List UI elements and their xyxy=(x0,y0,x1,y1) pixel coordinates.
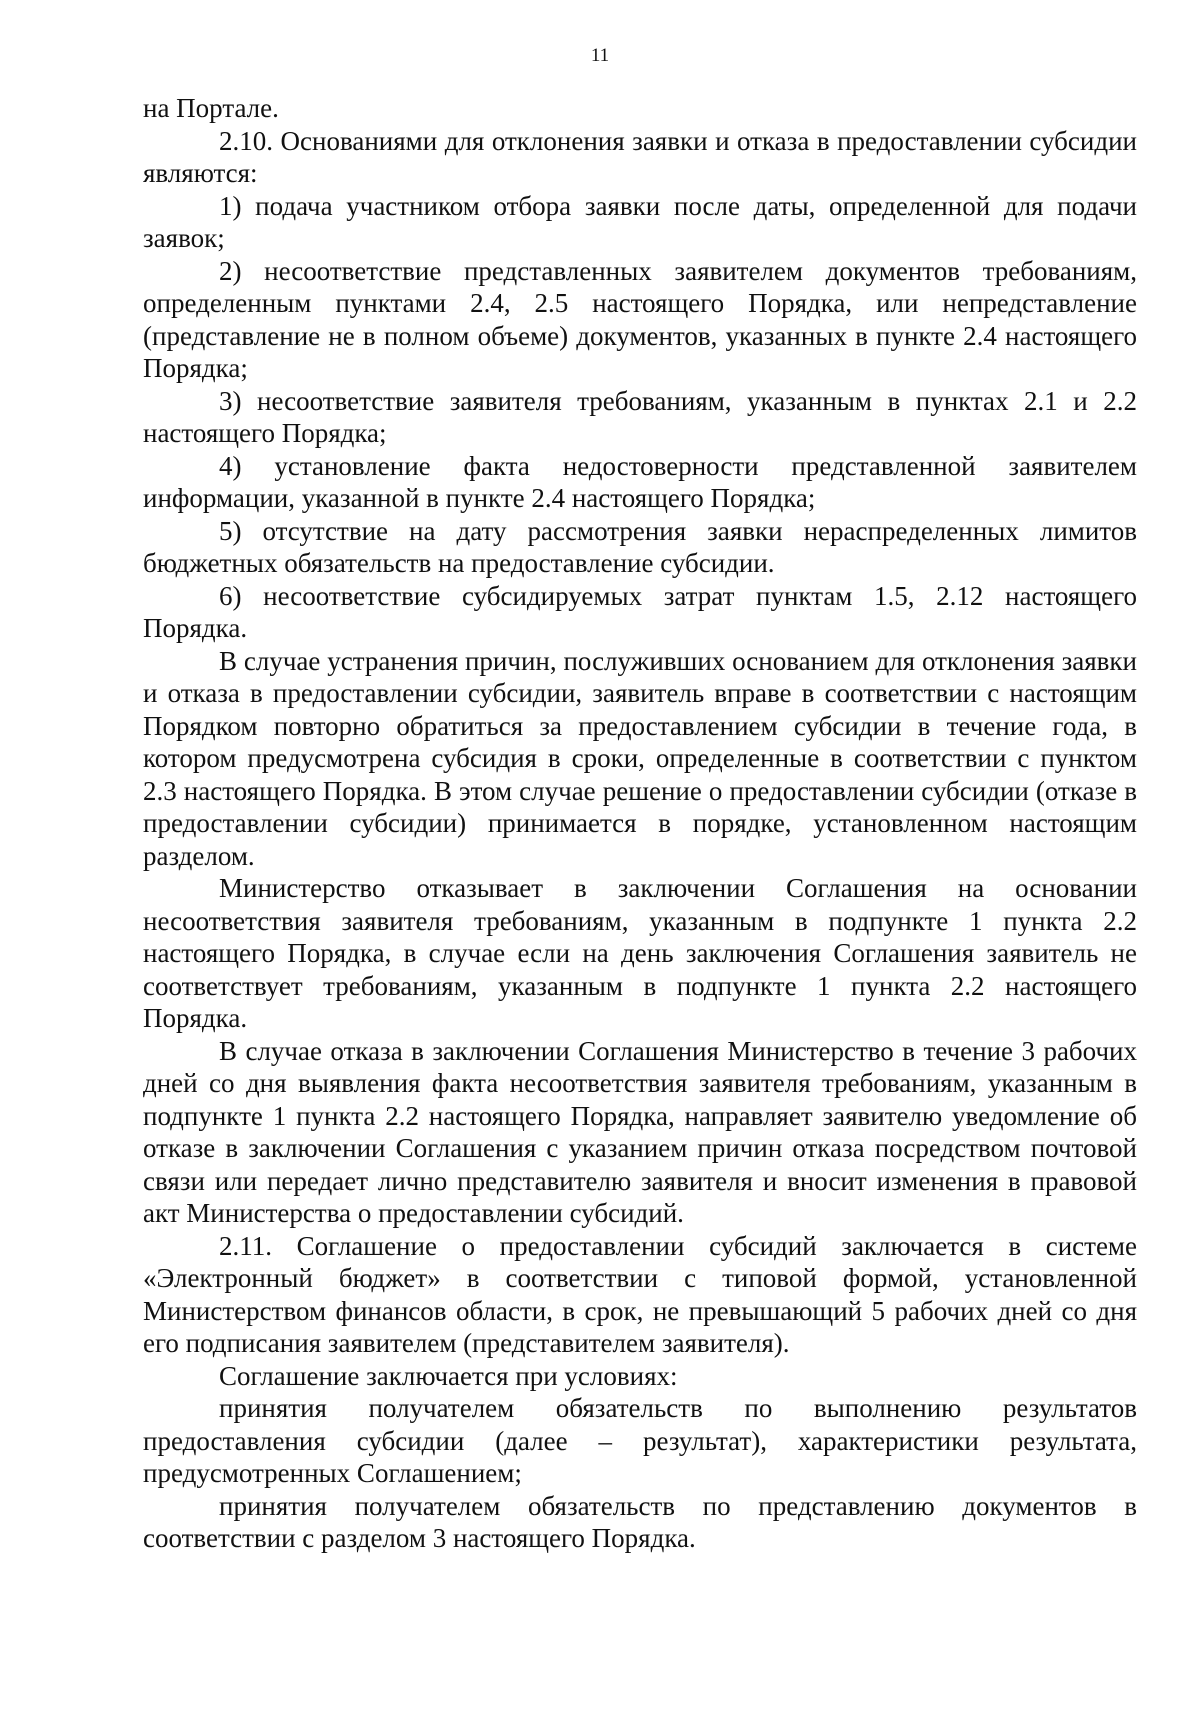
paragraph-item-5: 5) отсутствие на дату рассмотрения заявки нераспределенных лимитов бюджетных обязательств на предоставление субсидии. xyxy=(143,515,1137,578)
paragraph-item-3: 3) несоответствие заявителя требованиям, указанным в пунктах 2.1 и 2.2 настоящего Порядка; xyxy=(143,385,1137,448)
paragraph-resubmission: В случае устранения причин, послуживших основанием для отклонения заявки и отказа в предоставлении субсидии, заявитель вправе в соответствии с настоящим Порядком повторно обратиться за предоставлением субсидии в течение года, в котором предусмотрена субсидия в сроки, определенные в соответствии с пунктом 2.3 настоящего Порядка. В этом случае решение о предоставлении субсидии (отказе в предоставлении субсидии) принимается в порядке, установленном настоящим разделом. xyxy=(143,645,1137,871)
paragraph-item-4: 4) установление факта недостоверности представленной заявителем информации, указанной в пункте 2.4 настоящего Порядка; xyxy=(143,450,1137,513)
paragraph-ministry-refusal: Министерство отказывает в заключении Соглашения на основании несоответствия заявителя требованиям, указанным в подпункте 1 пункта 2.2 настоящего Порядка, в случае если на день заключения Соглашения заявитель не соответствует требованиям, указанным в подпункте 1 пункта 2.2 настоящего Порядка. xyxy=(143,873,1137,1033)
paragraph-2-11-agreement: 2.11. Соглашение о предоставлении субсидий заключается в системе «Электронный бюджет» в соответствии с типовой формой, установленной Министерством финансов области, в срок, не превышающий 5 рабочих дней со дня его подписания заявителем (представителем заявителя). xyxy=(143,1230,1137,1358)
paragraph-2-10-heading: 2.10. Основаниями для отклонения заявки и отказа в предоставлении субсидии являются: xyxy=(143,125,1137,188)
paragraph-item-2: 2) несоответствие представленных заявителем документов требованиям, определенным пунктами 2.4, 2.5 настоящего Порядка, или непредставление (представление не в полном объеме) документов, указанных в пункте 2.4 настоящего Порядка; xyxy=(143,255,1137,383)
paragraph-continuation: на Портале. xyxy=(143,93,279,123)
paragraph-refusal-notice: В случае отказа в заключении Соглашения Министерство в течение 3 рабочих дней со дня выявления факта несоответствия заявителя требованиям, указанным в подпункте 1 пункта 2.2 настоящего Порядка, направляет заявителю уведомление об отказе в заключении Соглашения с указанием причин отказа посредством почтовой связи или передает лично представителю заявителя и вносит изменения в правовой акт Министерства о предоставлении субсидий. xyxy=(143,1035,1137,1228)
paragraph-item-6: 6) несоответствие субсидируемых затрат пунктам 1.5, 2.12 настоящего Порядка. xyxy=(143,580,1137,643)
paragraph-condition-results: принятия получателем обязательств по выполнению результатов предоставления субсидии (далее – результат), характеристики результата, предусмотренных Соглашением; xyxy=(143,1393,1137,1488)
document-body xyxy=(143,92,1137,1555)
paragraph-condition-documents: принятия получателем обязательств по представлению документов в соответствии с разделом 3 настоящего Порядка. xyxy=(143,1490,1137,1553)
paragraph-agreement-conditions: Соглашение заключается при условиях: xyxy=(219,1360,678,1391)
paragraph-item-1: 1) подача участником отбора заявки после даты, определенной для подачи заявок; xyxy=(143,190,1137,253)
page-number: 11 xyxy=(590,45,610,66)
